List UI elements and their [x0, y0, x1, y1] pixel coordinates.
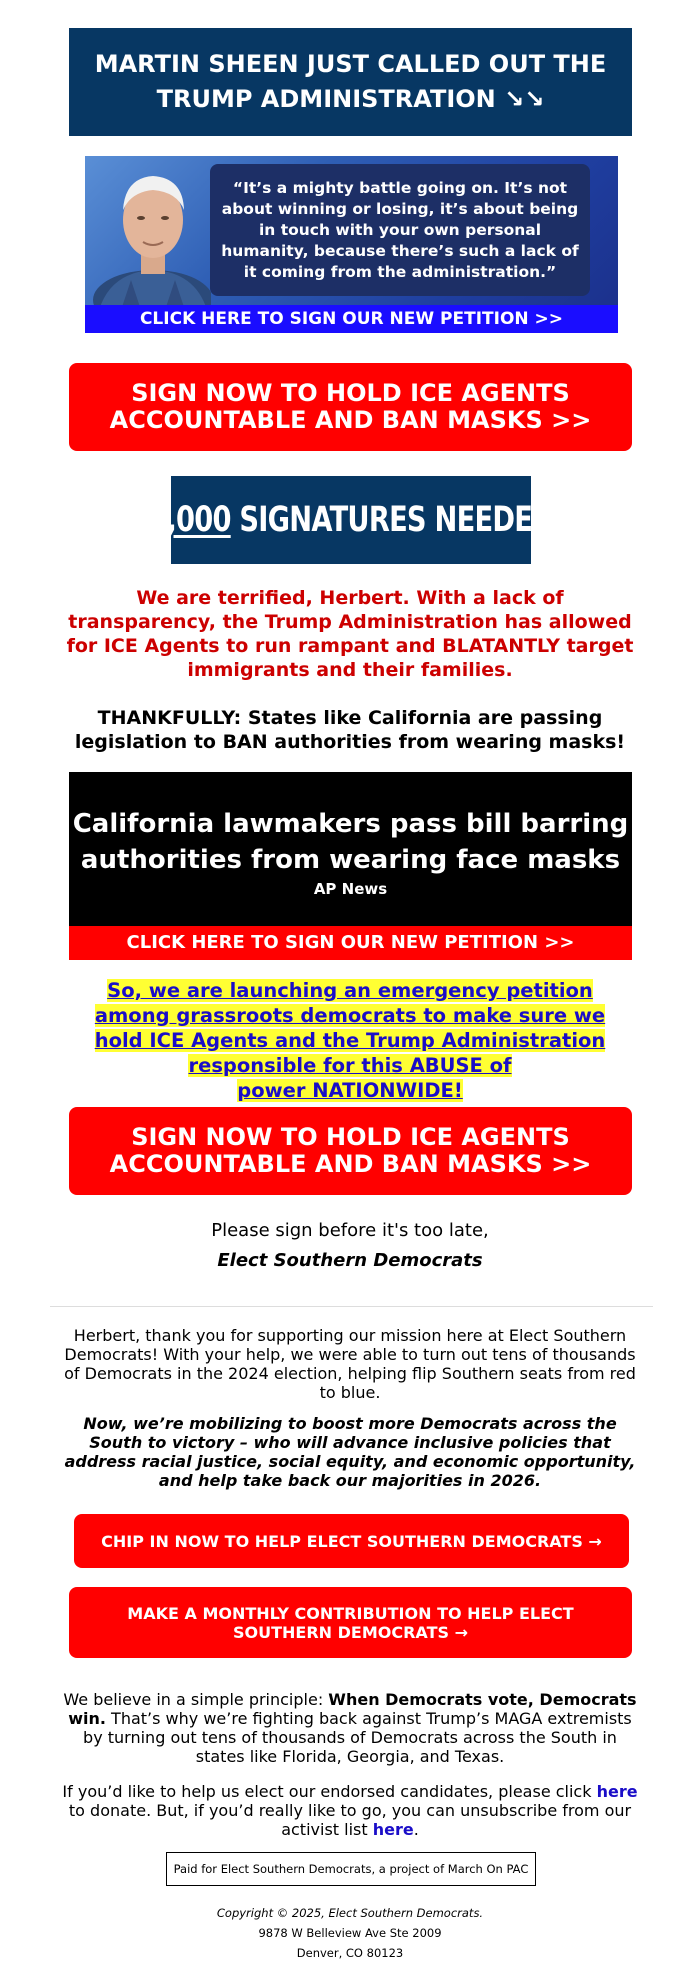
principle-post: That’s why we’re fighting back against Trump’s MAGA extremists by turning out tens of thousands of Democrats across the South in states like Florida, Georgia, and Texas. [83, 1709, 632, 1766]
sign-now-line1: SIGN NOW TO HOLD ICE AGENTS [131, 379, 570, 407]
header-title-line1: MARTIN SHEEN JUST CALLED OUT THE [94, 50, 607, 78]
petition-link-line3[interactable]: hold ICE Agents and the Trump Administration [94, 1029, 606, 1052]
unsubscribe-here-link[interactable]: here [372, 1820, 414, 1839]
header-title-box [69, 28, 632, 136]
monthly-line2: SOUTHERN DEMOCRATS → [233, 1622, 468, 1642]
martin-sheen-portrait [91, 162, 211, 310]
quote-text: “It’s a mighty battle going on. It’s not about winning or losing, it’s about being in touch with your own personal humanity, because there’s such a lack of it coming from the administration.” [210, 164, 590, 296]
intro-red-text: We are terrified, Herbert. With a lack of transparency, the Trump Administration has allowed for ICE Agents to run rampant and BLATANTLY target immigrants and their families. [66, 587, 634, 681]
donate-text-c: . [413, 1820, 419, 1839]
news-banner-cta[interactable]: CLICK HERE TO SIGN OUR NEW PETITION >> [69, 926, 632, 960]
sign-now-button-mid[interactable] [69, 1107, 632, 1195]
thankfully-text: THANKFULLY: States like California are passing legislation to BAN authorities from wearing masks! [74, 707, 626, 753]
paid-for-disclaimer: Paid for Elect Southern Democrats, a project of March On PAC [166, 1852, 536, 1886]
petition-link-line5[interactable]: power NATIONWIDE! [237, 1079, 463, 1102]
donate-here-link[interactable]: here [596, 1782, 638, 1801]
donate-unsubscribe-paragraph [60, 1782, 640, 1839]
monthly-line1: MAKE A MONTHLY CONTRIBUTION TO HELP ELECT [127, 1603, 574, 1623]
thank-you-paragraph: Herbert, thank you for supporting our mission here at Elect Southern Democrats! With your help, we were able to turn out tens of thousands of Democrats in the 2024 election, helping flip Southern seats from red to blue. [64, 1326, 636, 1402]
sign-now-line2: ACCOUNTABLE AND BAN MASKS >> [109, 406, 592, 434]
principle-pre: We believe in a simple principle: [63, 1690, 329, 1709]
quote-banner-cta[interactable]: CLICK HERE TO SIGN OUR NEW PETITION >> [85, 305, 618, 333]
address-line1: 9878 W Belleview Ave Ste 2009 [258, 1926, 442, 1940]
donate-text-a: If you’d like to help us elect our endorsed candidates, please click [62, 1782, 597, 1801]
org-signoff: Elect Southern Democrats [217, 1250, 483, 1271]
petition-link-line4[interactable]: responsible for this ABUSE of [188, 1054, 512, 1077]
quote-banner-link[interactable] [85, 156, 618, 333]
news-source: AP News [313, 880, 388, 898]
donate-text-b: to donate. But, if you’d really like to go, you can unsubscribe from our activist list [68, 1801, 632, 1839]
monthly-contribution-button[interactable] [69, 1587, 632, 1658]
news-headline-line1: California lawmakers pass bill barring [72, 809, 629, 839]
section-divider [50, 1306, 653, 1307]
news-banner-link[interactable] [69, 772, 632, 926]
petition-link-line1[interactable]: So, we are launching an emergency petition [107, 979, 593, 1002]
news-headline-line2: authorities from wearing face masks [80, 845, 621, 875]
news-headline [69, 806, 632, 878]
principle-paragraph [60, 1690, 640, 1766]
principle-bold: When Democrats vote, Democrats win. [68, 1690, 637, 1728]
petition-link-line2[interactable]: among grassroots democrats to make sure we [94, 1004, 606, 1027]
signatures-label: SIGNATURES NEEDED [230, 500, 554, 540]
address-line2: Denver, CO 80123 [296, 1946, 404, 1960]
please-sign-text: Please sign before it's too late, [211, 1220, 489, 1241]
signatures-count: 1,000 [148, 500, 231, 540]
sign-now-mid-line1: SIGN NOW TO HOLD ICE AGENTS [131, 1123, 570, 1151]
signatures-needed-banner [148, 476, 554, 564]
copyright-text: Copyright © 2025, Elect Southern Democrats. [216, 1906, 484, 1920]
chip-in-button[interactable]: CHIP IN NOW TO HELP ELECT SOUTHERN DEMOCRATS → [74, 1514, 629, 1568]
sign-now-button-top[interactable] [69, 363, 632, 451]
sign-now-mid-line2: ACCOUNTABLE AND BAN MASKS >> [109, 1150, 592, 1178]
mobilizing-paragraph: Now, we’re mobilizing to boost more Democrats across the South to victory – who will advance inclusive policies that address racial justice, social equity, and economic opportunity, and help take back our majorities in 2026. [64, 1414, 636, 1490]
header-title-line2: TRUMP ADMINISTRATION ↘↘ [156, 85, 545, 113]
emergency-petition-link-text[interactable] [60, 978, 640, 1103]
